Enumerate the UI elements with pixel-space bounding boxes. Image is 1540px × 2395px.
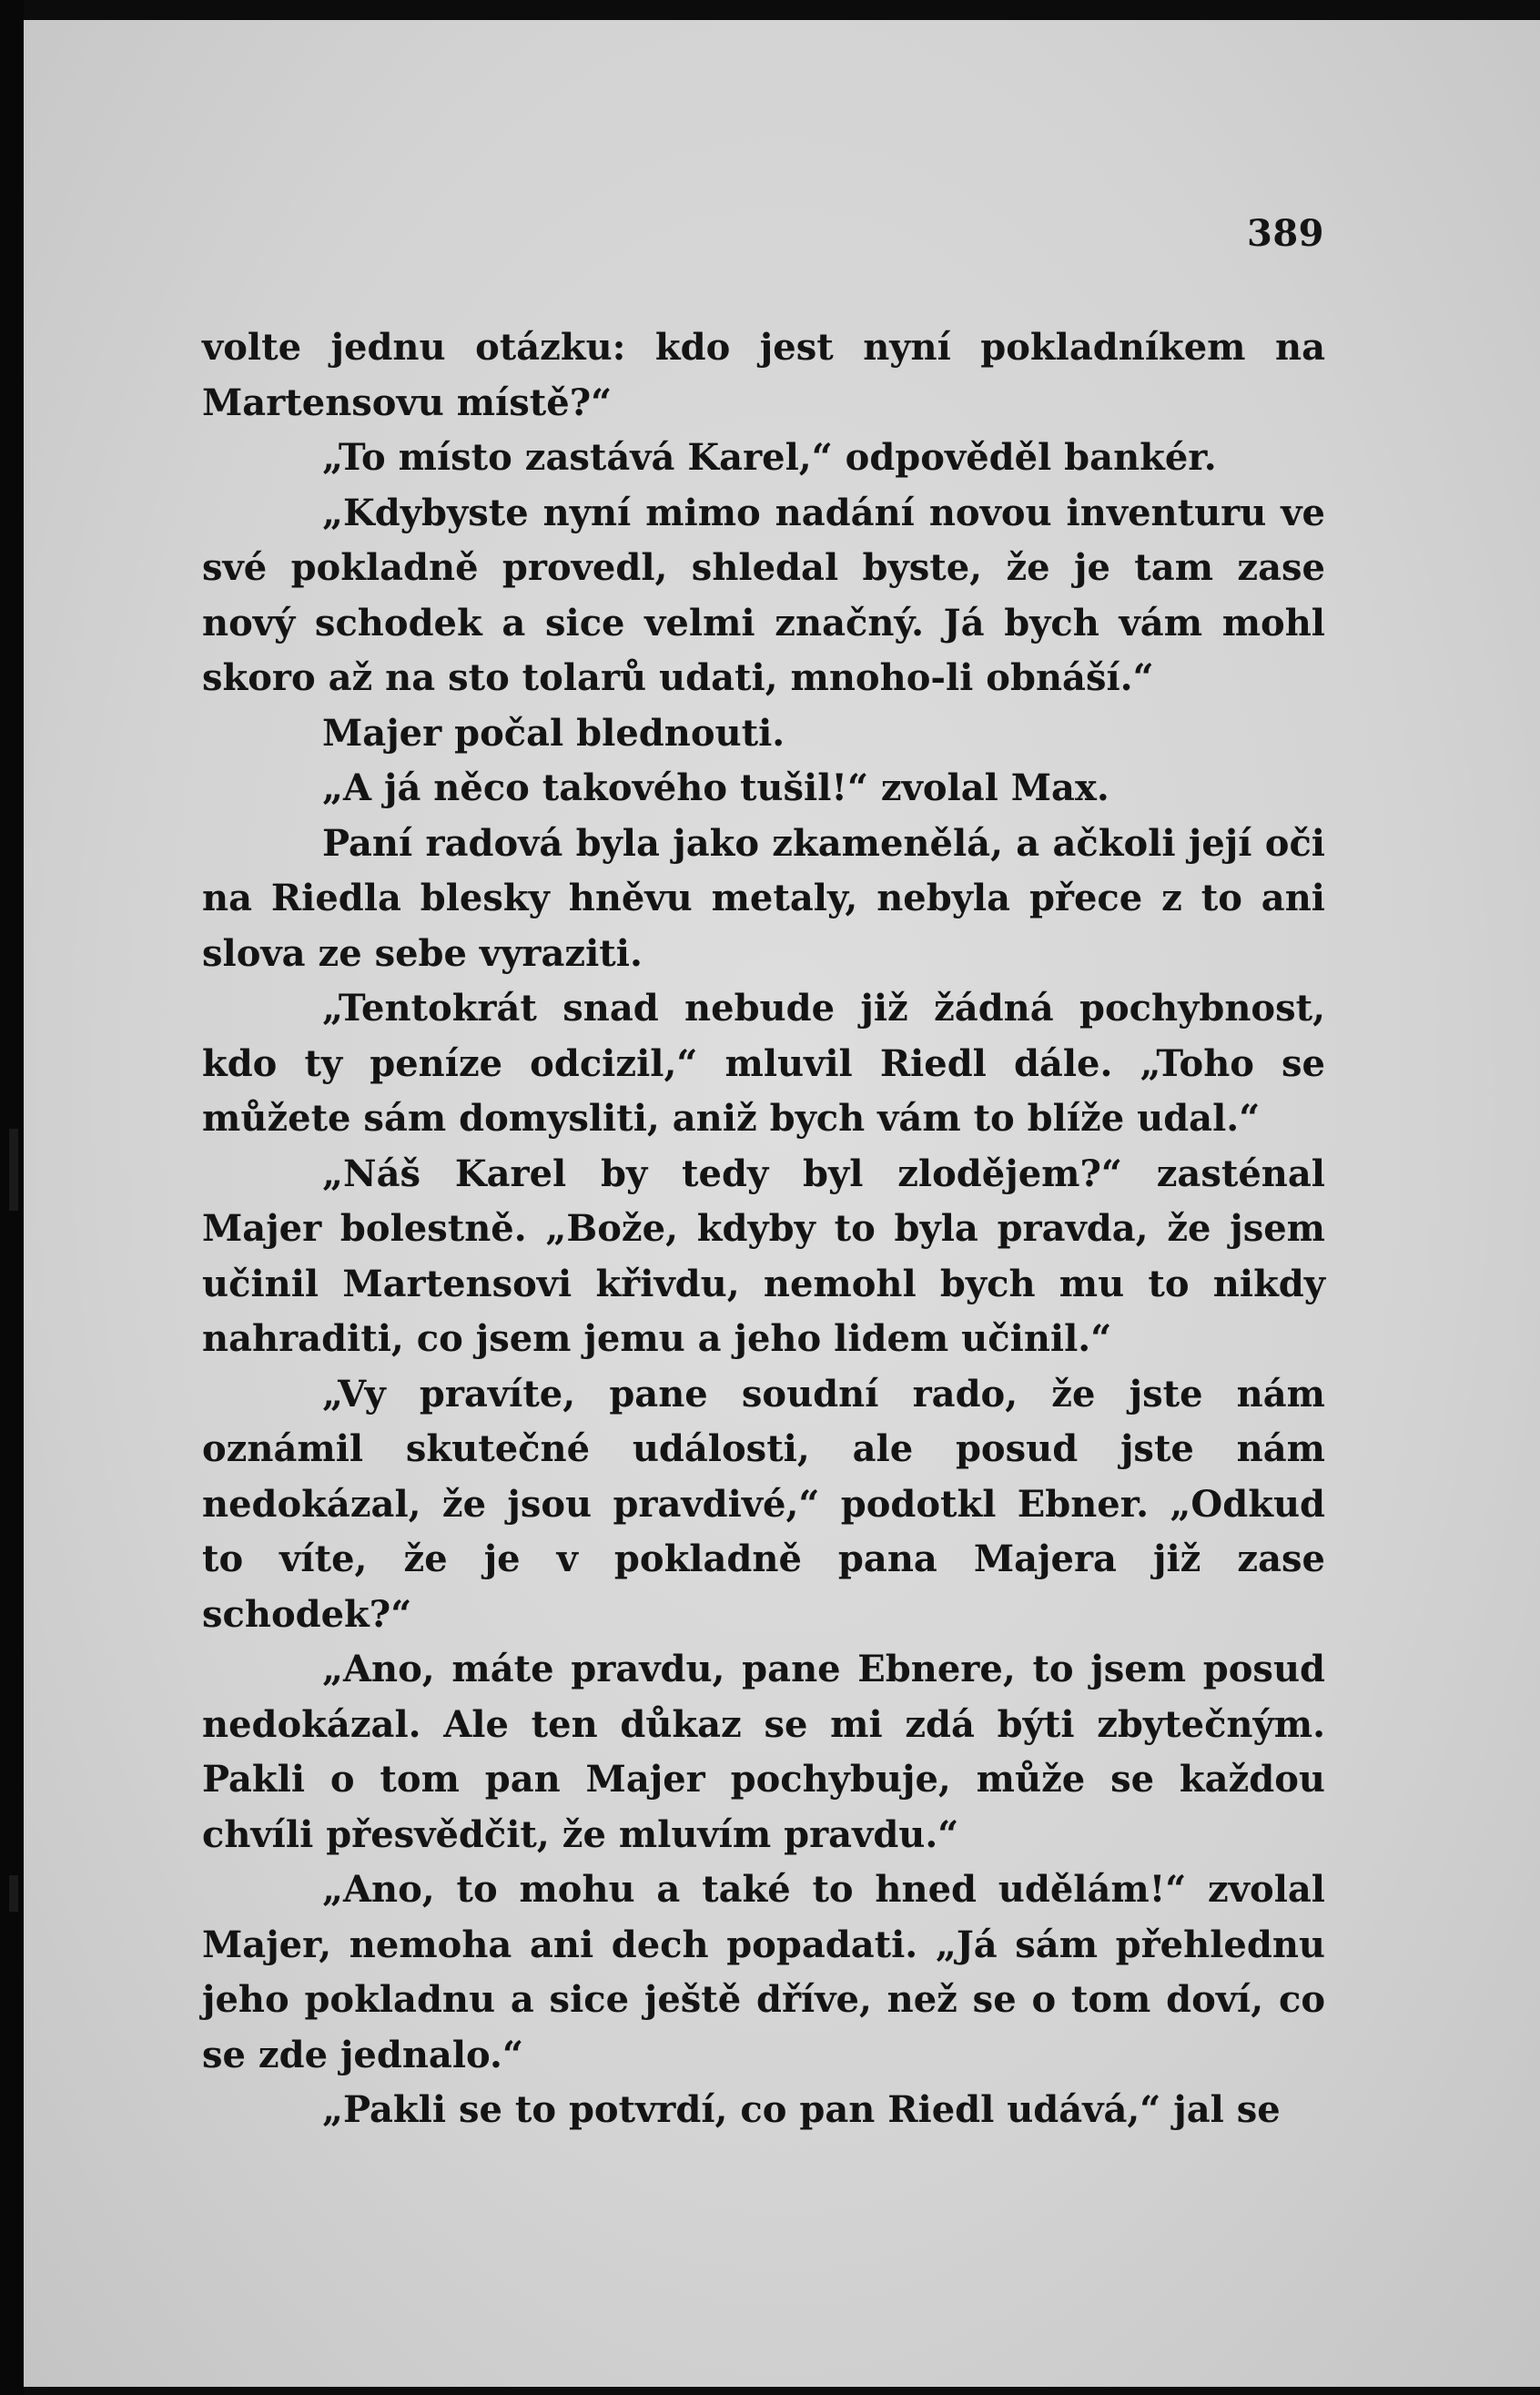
paragraph: Paní radová byla jako zkamenělá, a ačkoli její oči na Riedla blesky hněvu metaly, nebyla přece z to ani slova ze sebe vyraziti.: [202, 821, 1325, 975]
book-spine-shadow: [0, 0, 24, 2395]
paragraph: Majer počal blednouti.: [322, 711, 785, 755]
spine-mark: [9, 1875, 18, 1912]
paragraph: „To místo zastává Karel,“ odpověděl bankér.: [322, 436, 1217, 479]
paragraph: „Pakli se to potvrdí, co pan Riedl udává,“ jal se: [322, 2088, 1281, 2131]
paragraph: „Náš Karel by tedy byl zlodějem?“ zasténal Majer bolestně. „Bože, kdyby to byla pravda, že jsem učinil Martensovi křivdu, nemohl bych mu to nikdy nahraditi, co jsem jemu a jeho lidem učinil.“: [202, 1152, 1325, 1360]
paragraph: „Kdybyste nyní mimo nadání novou inventuru ve své pokladně provedl, shledal byste, že je tam zase nový schodek a sice velmi značný. Já bych vám mohl skoro až na sto tolarů udati, mnoho-li obnáší.“: [202, 491, 1325, 699]
paragraph: „Ano, máte pravdu, pane Ebnere, to jsem posud nedokázal. Ale ten důkaz se mi zdá býti zbytečným. Pakli o tom pan Majer pochybuje, může se každou chvíli přesvědčit, že mluvím pravdu.“: [202, 1648, 1325, 1856]
paragraph: „A já něco takového tušil!“ zvolal Max.: [322, 766, 1109, 809]
page-body-text: [202, 320, 1325, 2138]
spine-mark: [9, 1129, 18, 1211]
paragraph: „Vy pravíte, pane soudní rado, že jste nám oznámil skutečné události, ale posud jste nám nedokázal, že jsou pravdivé,“ podotkl Ebner. „Odkud to víte, že je v pokladně pana Majera již zase schodek?“: [202, 1372, 1325, 1636]
page-number: 389: [1247, 212, 1324, 255]
paragraph: volte jednu otázku: kdo jest nyní pokladníkem na Martensovu místě?“: [202, 326, 1325, 424]
paragraph: „Ano, to mohu a také to hned udělám!“ zvolal Majer, nemoha ani dech popadati. „Já sám přehlednu jeho pokladnu a sice ještě dříve, než se o tom doví, co se zde jednalo.“: [202, 1868, 1325, 2076]
paragraph: „Tentokrát snad nebude již žádná pochybnost, kdo ty peníze odcizil,“ mluvil Riedl dále. „Toho se můžete sám domysliti, aniž bych vám to blíže udal.“: [202, 987, 1325, 1140]
